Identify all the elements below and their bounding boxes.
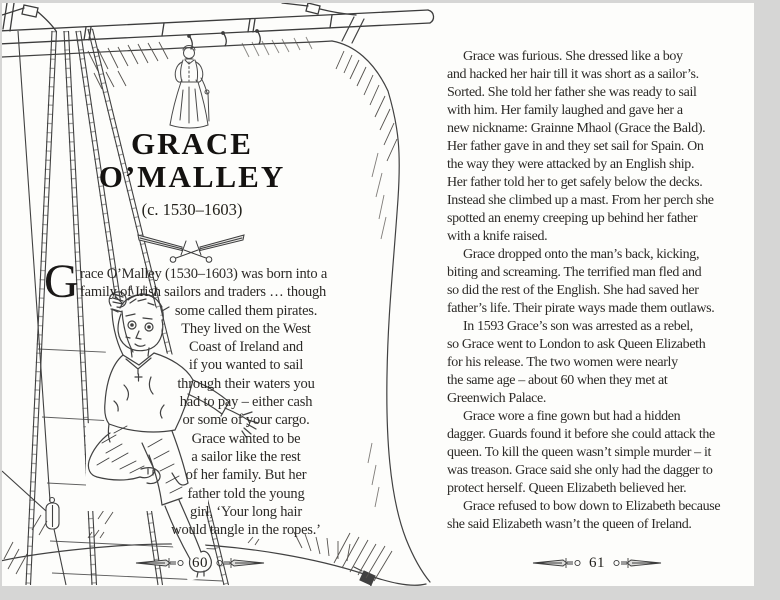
text-line: Her father told her to get safely below the decks.	[447, 175, 703, 190]
text-line: through their waters you	[177, 375, 315, 392]
dagger-ornament-left	[532, 556, 582, 570]
text-line: Grace wanted to be	[191, 430, 301, 447]
text-line: a sailor like the rest	[191, 448, 301, 465]
text-line: Coast of Ireland and	[189, 339, 303, 356]
chapter-title	[42, 127, 342, 193]
dagger-ornament-right	[215, 556, 265, 570]
text-line: queen. To kill the queen wasn’t simple murder – it	[447, 445, 712, 460]
text-line: if you wanted to sail	[188, 357, 304, 374]
text-line: for his release. The two women were nearly	[447, 355, 678, 370]
right-page-body	[447, 48, 752, 534]
text-line: They lived on the West	[181, 320, 311, 337]
text-line: with him. Her family laughed and gave her a	[447, 103, 683, 118]
dagger-ornament-right	[612, 556, 662, 570]
text-line: or some of your cargo.	[182, 412, 310, 429]
woman-figure	[170, 46, 209, 129]
text-line: Greenwich Palace.	[447, 391, 546, 406]
text-line: the same age – about 60 when they met at	[447, 373, 668, 388]
left-page-footer	[120, 555, 280, 571]
book-page-spread	[2, 3, 754, 586]
text-line: girl, ‘Your long hair	[190, 503, 302, 520]
text-line: race O’Malley (1530–1603) was born into a	[80, 266, 328, 282]
text-line: so Grace went to London to ask Queen Elizabeth	[447, 337, 706, 352]
text-line: father told the young	[187, 485, 305, 502]
text-line: of her family. But her	[185, 467, 307, 484]
text-line: spotted an enemy creeping up behind her father	[447, 211, 698, 226]
chapter-title-line2: O’MALLEY	[98, 159, 286, 194]
text-line: biting and screaming. The terrified man fled and	[447, 265, 702, 280]
text-line: family of Irish sailors and traders … though	[80, 284, 327, 301]
text-line: In 1593 Grace’s son was arrested as a rebel,	[463, 319, 693, 334]
text-line: Grace wore a fine gown but had a hidden	[463, 409, 681, 424]
text-line: new nickname: Grainne Mhaol (Grace the Bald).	[447, 121, 706, 136]
page-number: 60	[192, 554, 208, 571]
text-line: the way they were attacked by an English ship.	[447, 157, 695, 172]
chapter-dates: (c. 1530–1603)	[141, 200, 243, 219]
text-line: would tangle in the ropes.’	[171, 522, 321, 539]
text-line: dagger. Guards found it before she could attack the	[447, 427, 715, 442]
right-page-footer	[517, 555, 677, 571]
yard-spar	[2, 3, 434, 49]
text-line: was treason. Grace said she only had the dagger to	[447, 463, 713, 478]
drop-cap: G	[44, 255, 79, 308]
crossed-daggers-ornament	[138, 235, 244, 262]
text-line: some called them pirates.	[174, 302, 318, 319]
text-line: Grace was furious. She dressed like a boy	[463, 49, 683, 64]
text-line: father’s life. Their pirate ways made them outlaws.	[447, 301, 715, 316]
text-line: protect herself. Queen Elizabeth believed her.	[447, 481, 687, 496]
text-line: she said Elizabeth wasn’t the queen of Ireland.	[447, 517, 692, 532]
text-line: had to pay – either cash	[179, 394, 313, 411]
dagger-ornament-left	[135, 556, 185, 570]
left-page-body	[80, 265, 412, 539]
text-line: with a knife raised.	[447, 229, 548, 244]
text-line: Sorted. She told her father she was ready to sail	[447, 85, 697, 100]
text-line: Her father gave in and they set sail for Spain. On	[447, 139, 704, 154]
page-number: 61	[589, 554, 605, 571]
text-line: Instead she climbed up a mast. From her perch she	[447, 193, 714, 208]
text-line: Grace refused to bow down to Elizabeth because	[463, 499, 721, 514]
chapter-title-line1: GRACE	[131, 126, 253, 161]
text-line: Grace dropped onto the man’s back, kicking,	[463, 247, 700, 262]
text-line: so did the rest of the English. She had saved her	[447, 283, 699, 298]
text-line: and hacked her hair till it was short as a sailor’s.	[447, 67, 699, 82]
